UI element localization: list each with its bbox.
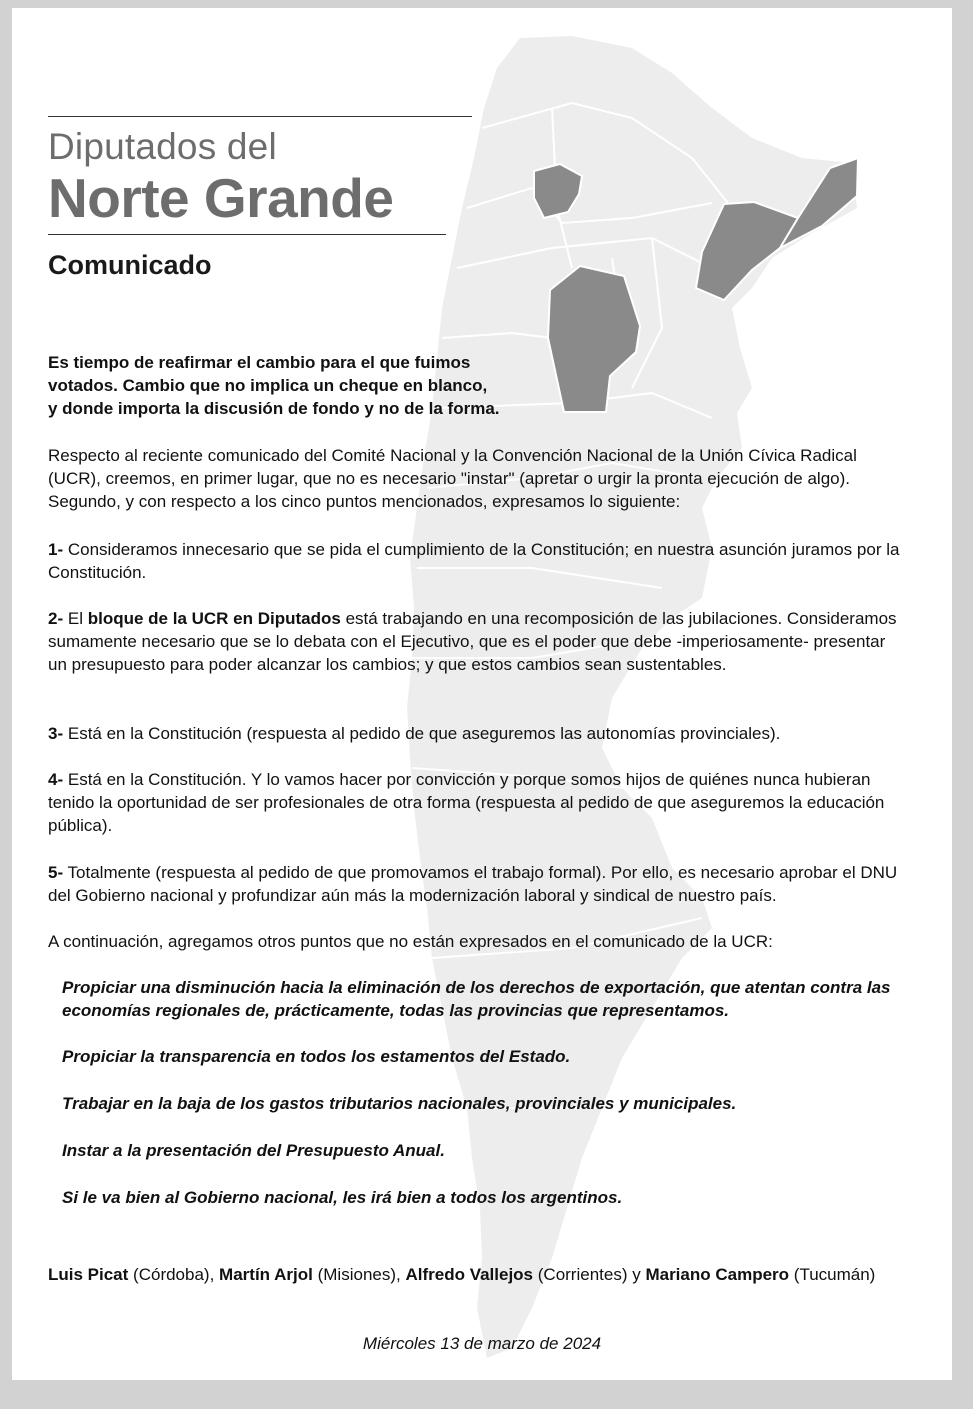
continuation-paragraph: A continuación, agregamos otros puntos que no están expresados en el comunicado de la UCR:: [48, 932, 773, 951]
point-number: 3-: [48, 724, 64, 743]
document-date: Miércoles 13 de marzo de 2024: [362, 1334, 602, 1353]
point-3: [48, 722, 904, 745]
extra-point: Trabajar en la baja de los gastos tributarios nacionales, provinciales y municipales.: [62, 1094, 737, 1113]
extra-point: Propiciar una disminución hacia la eliminación de los derechos de exportación, que atentan contra las economías regionales de, prácticamente, todas las provincias que representamos.: [62, 978, 891, 1020]
signatory-name: Mariano Campero: [645, 1265, 790, 1284]
point-text-pre: El: [67, 609, 83, 628]
point-text: Está en la Constitución (respuesta al pedido de que aseguremos las autonomías provinciales).: [67, 724, 781, 743]
signatory-province: (Córdoba),: [133, 1265, 215, 1284]
point-number: 1-: [48, 540, 64, 559]
point-number: 2-: [48, 609, 64, 628]
point-text: está trabajando en una recomposición de las jubilaciones. Consideramos sumamente necesario que se lo debata con el Ejecutivo, que es el poder que debe -imperiosamente- presentar un presupuesto para poder alcanzar los cambios; y que estos cambios sean sustentables.: [48, 609, 897, 674]
point-number: 5-: [48, 863, 64, 882]
title-line-1: Diputados del: [48, 126, 277, 167]
point-5: [48, 861, 904, 907]
point-2: [48, 607, 904, 676]
point-text-bold: bloque de la UCR en Diputados: [87, 609, 341, 628]
signatory-name: Alfredo Vallejos: [405, 1265, 534, 1284]
point-1: [48, 538, 904, 584]
extra-point: Propiciar la transparencia en todos los estamentos del Estado.: [62, 1047, 571, 1066]
signatory-province: (Corrientes) y: [537, 1265, 641, 1284]
document-content: [12, 8, 952, 1380]
document-subtitle: Comunicado: [48, 250, 212, 280]
extra-point: Si le va bien al Gobierno nacional, les irá bien a todos los argentinos.: [62, 1188, 623, 1207]
point-text: Está en la Constitución. Y lo vamos hacer por convicción y porque somos hijos de quiénes nunca hubieran tenido la oportunidad de ser profesionales de otra forma (respuesta al pedido de que aseguremos la educación pública).: [48, 770, 885, 835]
title-line-2: Norte Grande: [48, 167, 394, 229]
header-rule-top: [48, 116, 472, 117]
point-text: Totalmente (respuesta al pedido de que promovamos el trabajo formal). Por ello, es necesario aprobar el DNU del Gobierno nacional y profundizar aún más la modernización laboral y sindical de nuestro país.: [48, 863, 898, 905]
point-text: Consideramos innecesario que se pida el cumplimiento de la Constitución; en nuestra asunción juramos por la Constitución.: [48, 540, 900, 582]
lead-line: y donde importa la discusión de fondo y no de la forma.: [48, 399, 500, 418]
signatories: [48, 1263, 948, 1286]
point-number: 4-: [48, 770, 64, 789]
document-page: [12, 8, 952, 1380]
signatory-name: Luis Picat: [48, 1265, 129, 1284]
signatory-name: Martín Arjol: [219, 1265, 313, 1284]
signatory-province: (Misiones),: [317, 1265, 401, 1284]
lead-line: votados. Cambio que no implica un cheque en blanco,: [48, 376, 488, 395]
extra-point: Instar a la presentación del Presupuesto Anual.: [62, 1141, 445, 1160]
signatory-province: (Tucumán): [793, 1265, 876, 1284]
header-rule-bottom: [48, 234, 446, 235]
intro-paragraph: Respecto al reciente comunicado del Comité Nacional y la Convención Nacional de la Unión Cívica Radical (UCR), creemos, en primer lugar, que no es necesario "instar" (apretar o urgir la pronta ejecución de algo). Segundo, y con respecto a los cinco puntos mencionados, expresamos lo siguiente:: [48, 446, 857, 511]
lead-line: Es tiempo de reafirmar el cambio para el que fuimos: [48, 353, 471, 372]
point-4: [48, 768, 904, 837]
lead-paragraph: [48, 351, 548, 420]
